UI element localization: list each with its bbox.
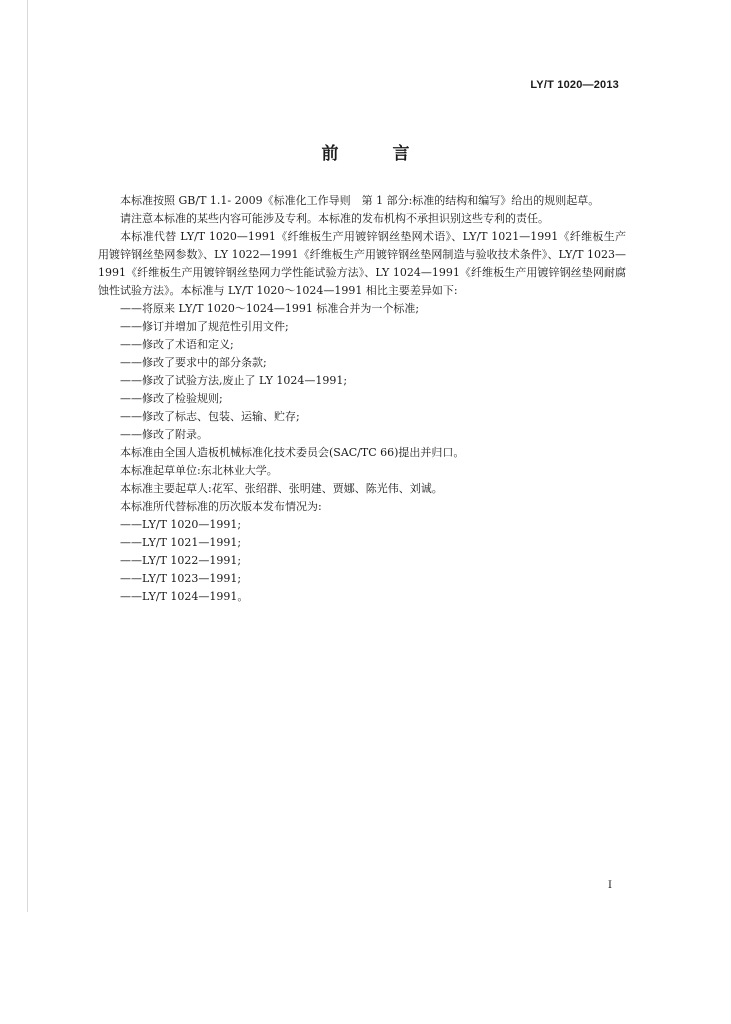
paragraph-replaces: 本标准代替 LY/T 1020—1991《纤维板生产用镀锌钢丝垫网术语》、LY/T 1021—1991《纤维板生产用镀锌钢丝垫网参数》、LY 1022—1991《纤维板生产用镀锌钢丝垫网制造与验收技术条件》、LY/T 1023—1991《纤维板生产用镀锌钢丝垫网力学性能试验方法》、LY 1024—1991《纤维板生产用镀锌钢丝垫网耐腐蚀性试验方法》。本标准与 LY/T 1020～1024—1991 相比主要差异如下:	[98, 230, 626, 297]
history-item: ——LY/T 1024—1991。	[120, 590, 249, 603]
page-number: I	[608, 880, 612, 891]
paragraph-proposer: 本标准由全国人造板机械标准化技术委员会(SAC/TC 66)提出并归口。	[120, 446, 465, 459]
change-item: ——修改了试验方法,废止了 LY 1024—1991;	[120, 374, 348, 387]
paragraph-drafters: 本标准主要起草人:花军、张绍群、张明建、贾娜、陈光伟、刘诚。	[120, 482, 443, 495]
paragraph-drafting-unit: 本标准起草单位:东北林业大学。	[120, 464, 278, 477]
standard-code: LY/T 1020—2013	[530, 79, 619, 91]
change-item: ——修改了附录。	[120, 428, 208, 441]
change-item: ——修改了要求中的部分条款;	[120, 356, 267, 369]
history-item: ——LY/T 1022—1991;	[120, 554, 242, 567]
change-item: ——修改了检验规则;	[120, 392, 223, 405]
change-item: ——修订并增加了规范性引用文件;	[120, 320, 289, 333]
page-edge-rule	[27, 0, 28, 912]
paragraph-history-intro: 本标准所代替标准的历次版本发布情况为:	[120, 500, 322, 513]
history-item: ——LY/T 1023—1991;	[120, 572, 242, 585]
change-item: ——将原来 LY/T 1020～1024—1991 标准合并为一个标准;	[120, 302, 420, 315]
history-item: ——LY/T 1020—1991;	[120, 518, 242, 531]
change-item: ——修改了标志、包装、运输、贮存;	[120, 410, 300, 423]
paragraph-patent-notice: 请注意本标准的某些内容可能涉及专利。本标准的发布机构不承担识别这些专利的责任。	[120, 212, 549, 225]
change-item: ——修改了术语和定义;	[120, 338, 234, 351]
foreword-body	[98, 192, 626, 606]
page-title: 前 言	[321, 144, 434, 164]
history-item: ——LY/T 1021—1991;	[120, 536, 242, 549]
paragraph-drafting-rules: 本标准按照 GB/T 1.1- 2009《标准化工作导则 第 1 部分:标准的结构和编写》给出的规则起草。	[120, 194, 600, 207]
